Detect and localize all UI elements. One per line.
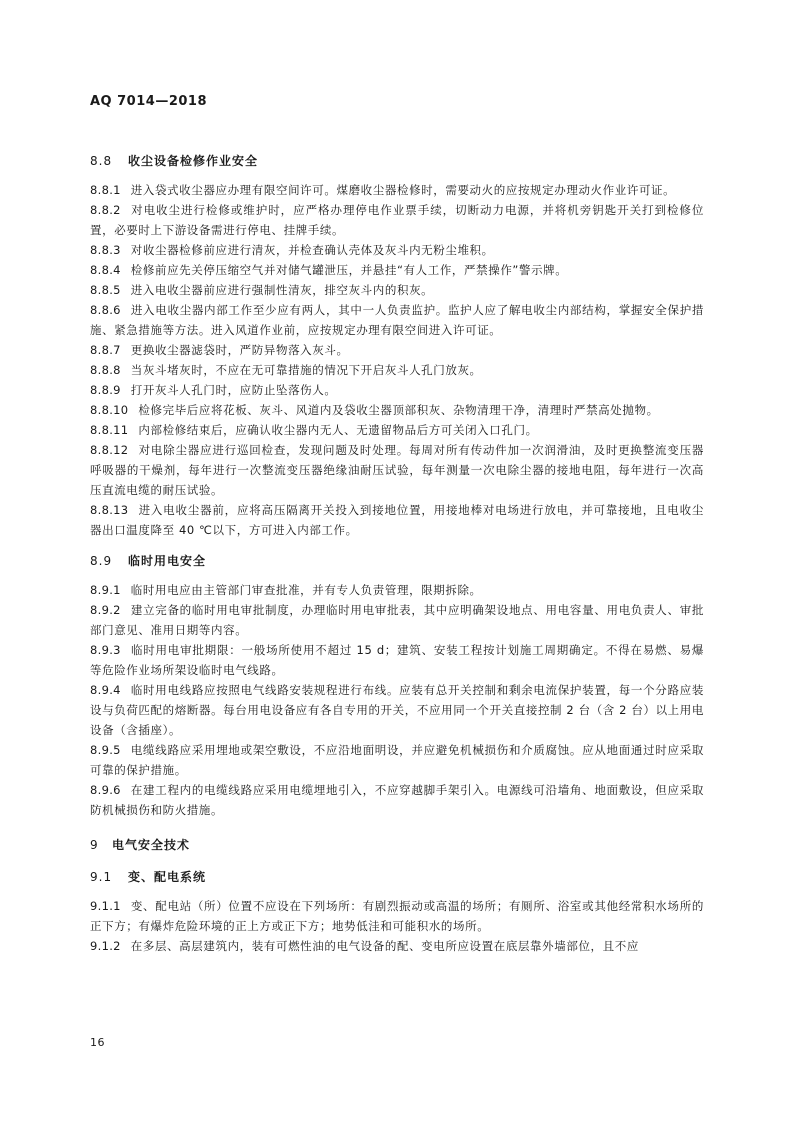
- clause-text: 变、配电站（所）位置不应设在下列场所：有剧烈振动或高温的场所；有厕所、浴室或其他经常积水场所的正下方；有爆炸危险环境的正上方或正下方；地势低洼和可能积水的场所。: [90, 899, 704, 933]
- clause-number: 8.8.5: [90, 283, 121, 297]
- clause-number: 8.8.10: [90, 403, 129, 417]
- clause-number: 8.8.12: [90, 443, 129, 457]
- clause-text: 检修完毕后应将花板、灰斗、风道内及袋收尘器顶部积灰、杂物清理干净，清理时严禁高处抛物。: [138, 403, 659, 417]
- clause-paragraph: [90, 400, 704, 420]
- clause-paragraph: [90, 600, 704, 640]
- clause-text: 在建工程内的电缆线路应采用电缆埋地引入，不应穿越脚手架引入。电源线可沿墙角、地面敷设，但应采取防机械损伤和防火措施。: [90, 783, 704, 817]
- clause-number: 8.9.6: [90, 783, 121, 797]
- clause-paragraph: [90, 180, 704, 200]
- clause-paragraph: [90, 260, 704, 280]
- clause-number: 8.8.6: [90, 303, 121, 317]
- document-body: [90, 140, 704, 956]
- clause-number: 9.1.2: [90, 939, 121, 953]
- section-title: 电气安全技术: [112, 838, 191, 852]
- section-title: 收尘设备检修作业安全: [128, 154, 259, 168]
- clause-text: 临时用电应由主管部门审查批准，并有专人负责管理，限期拆除。: [130, 583, 482, 597]
- clause-number: 8.8.1: [90, 183, 121, 197]
- clause-number: 8.8.2: [90, 203, 121, 217]
- clause-paragraph: [90, 640, 704, 680]
- section-heading: [90, 834, 704, 856]
- clause-number: 8.8.7: [90, 343, 121, 357]
- clause-number: 8.9.5: [90, 743, 121, 757]
- clause-paragraph: [90, 936, 704, 956]
- document-code: AQ 7014—2018: [90, 94, 208, 109]
- section-number: 8.8: [90, 154, 113, 168]
- clause-paragraph: [90, 896, 704, 936]
- section-title: 临时用电安全: [128, 554, 207, 568]
- section-number: 9.1: [90, 870, 113, 884]
- clause-paragraph: [90, 240, 704, 260]
- clause-text: 临时用电线路应按照电气线路安装规程进行布线。应装有总开关控制和剩余电流保护装置，每一个分路应装设与负荷匹配的熔断器。每台用电设备应有各自专用的开关，不应用同一个开关直接控制 2 台（含 2 台）以上用电设备（含插座）。: [90, 683, 704, 737]
- clause-paragraph: [90, 420, 704, 440]
- clause-paragraph: [90, 380, 704, 400]
- clause-number: 8.8.4: [90, 263, 121, 277]
- clause-paragraph: [90, 500, 704, 540]
- section-number: 9: [90, 838, 99, 852]
- clause-number: 8.9.1: [90, 583, 121, 597]
- clause-paragraph: [90, 200, 704, 240]
- clause-paragraph: [90, 300, 704, 340]
- clause-text: 进入电收尘器前应进行强制性清灰，排空灰斗内的积灰。: [130, 283, 434, 297]
- clause-text: 更换收尘器滤袋时，严防异物落入灰斗。: [130, 343, 349, 357]
- clause-text: 临时用电审批期限：一般场所使用不超过 15 d；建筑、安装工程按计划施工周期确定。不得在易燃、易爆等危险作业场所架设临时电气线路。: [90, 643, 704, 677]
- section-heading: [90, 150, 704, 172]
- clause-text: 打开灰斗人孔门时，应防止坠落伤人。: [130, 383, 337, 397]
- page-number: 16: [90, 1036, 105, 1049]
- clause-number: 8.9.2: [90, 603, 121, 617]
- clause-number: 8.8.3: [90, 243, 121, 257]
- clause-text: 检修前应先关停压缩空气并对储气罐泄压，并悬挂“有人工作，严禁操作”警示牌。: [130, 263, 568, 277]
- clause-text: 内部检修结束后，应确认收尘器内无人、无遗留物品后方可关闭入口孔门。: [138, 423, 538, 437]
- section-number: 8.9: [90, 554, 113, 568]
- clause-text: 当灰斗堵灰时，不应在无可靠措施的情况下开启灰斗人孔门放灰。: [130, 363, 482, 377]
- clause-paragraph: [90, 780, 704, 820]
- clause-number: 9.1.1: [90, 899, 121, 913]
- clause-paragraph: [90, 360, 704, 380]
- section-title: 变、配电系统: [128, 870, 207, 884]
- clause-text: 建立完备的临时用电审批制度，办理临时用电审批表，其中应明确架设地点、用电容量、用电负责人、审批部门意见、准用日期等内容。: [90, 603, 704, 637]
- clause-text: 对收尘器检修前应进行清灰，并检查确认壳体及灰斗内无粉尘堆积。: [130, 243, 494, 257]
- clause-paragraph: [90, 580, 704, 600]
- clause-text: 对电除尘器应进行巡回检查，发现问题及时处理。每周对所有传动件加一次润滑油，及时更换整流变压器呼吸器的干燥剂，每年进行一次整流变压器绝缘油耐压试验，每年测量一次电除尘器的接地电阻，每年进行一次高压直流电缆的耐压试验。: [90, 443, 704, 497]
- clause-number: 8.8.13: [90, 503, 129, 517]
- section-heading: [90, 550, 704, 572]
- clause-number: 8.9.3: [90, 643, 121, 657]
- clause-number: 8.8.8: [90, 363, 121, 377]
- clause-text: 进入电收尘器前，应将高压隔离开关投入到接地位置，用接地棒对电场进行放电，并可靠接地，且电收尘器出口温度降至 40 ℃以下，方可进入内部工作。: [90, 503, 704, 537]
- clause-number: 8.8.11: [90, 423, 129, 437]
- clause-paragraph: [90, 440, 704, 500]
- clause-text: 电缆线路应采用埋地或架空敷设，不应沿地面明设，并应避免机械损伤和介质腐蚀。应从地面通过时应采取可靠的保护措施。: [90, 743, 704, 777]
- clause-text: 对电收尘进行检修或维护时，应严格办理停电作业票手续，切断动力电源，并将机旁钥匙开关打到检修位置，必要时上下游设备需进行停电、挂牌手续。: [90, 203, 704, 237]
- clause-text: 进入袋式收尘器应办理有限空间许可。煤磨收尘器检修时，需要动火的应按规定办理动火作业许可证。: [130, 183, 676, 197]
- section-heading: [90, 866, 704, 888]
- clause-paragraph: [90, 680, 704, 740]
- clause-paragraph: [90, 740, 704, 780]
- clause-paragraph: [90, 280, 704, 300]
- clause-number: 8.9.4: [90, 683, 121, 697]
- clause-number: 8.8.9: [90, 383, 121, 397]
- clause-text: 在多层、高层建筑内，装有可燃性油的电气设备的配、变电所应设置在底层靠外墙部位，且不应: [130, 939, 639, 953]
- clause-paragraph: [90, 340, 704, 360]
- clause-text: 进入电收尘器内部工作至少应有两人，其中一人负责监护。监护人应了解电收尘内部结构，掌握安全保护措施、紧急措施等方法。进入风道作业前，应按规定办理有限空间进入许可证。: [90, 303, 704, 337]
